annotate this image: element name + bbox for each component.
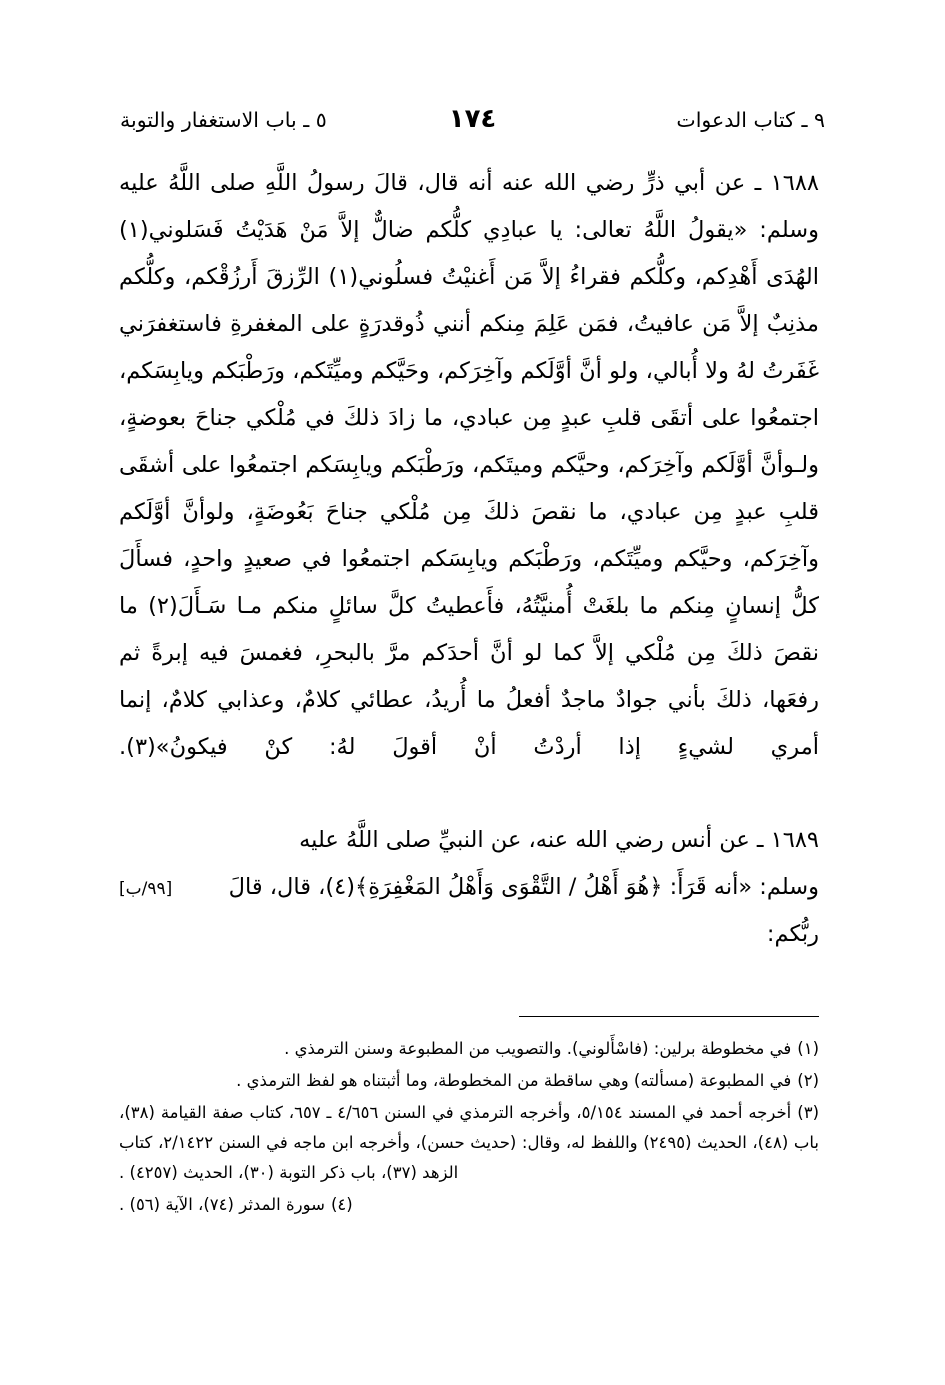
- hadith-1689-line-2: وسلم: «أنه قَرَأَ: ﴿هُوَ أَهْلُ / التَّقْوَى وَأَهْلُ المَغْفِرَةِ﴾(٤)، قال، قالَ ربُّكم:: [228, 874, 819, 947]
- footnote-3-marker: (٣): [797, 1103, 819, 1122]
- hadith-1689-line-1: ١٦٨٩ ـ عن أنس رضي الله عنه، عن النبيِّ صلى اللَّهُ عليه: [299, 827, 819, 853]
- footnote-1-text: في مخطوطة برلين: (فاسْأَلوني). والتصويب من المطبوعة وسنن الترمذي .: [284, 1039, 792, 1058]
- folio-marker: [٩٩/ب]: [119, 879, 173, 899]
- footnotes-block: [119, 1034, 819, 1222]
- page-header: [120, 104, 825, 134]
- footnote-1: [119, 1034, 819, 1064]
- header-chapter-right: ٩ ـ كتاب الدعوات: [676, 108, 825, 132]
- footnote-3: [119, 1098, 819, 1188]
- footnote-4-marker: (٤): [330, 1195, 353, 1214]
- footnote-1-marker: (١): [797, 1039, 819, 1058]
- header-section-left: ٥ ـ باب الاستغفار والتوبة: [120, 108, 327, 132]
- footnote-divider: [519, 1016, 819, 1017]
- footnote-3-text: أخرجه أحمد في المسند ٥/١٥٤، وأخرجه الترمذي في السنن ٤/٦٥٦ ـ ٦٥٧، كتاب صفة القيامة (٣٨)، باب (٤٨)، الحديث (٢٤٩٥) واللفظ له، وقال: (حديث حسن)، وأخرجه ابن ماجه في السنن ٢/١٤٢٢، كتاب الزهد (٣٧)، باب ذكر التوبة (٣٠)، الحديث (٤٢٥٧) .: [119, 1103, 819, 1182]
- page-number: ١٧٤: [448, 104, 497, 134]
- hadith-1689-line-2-row: [119, 864, 819, 958]
- hadith-1688: ١٦٨٨ ـ عن أبي ذرٍّ رضي الله عنه أنه قال، قالَ رسولُ اللَّهِ صلى اللَّهُ عليه وسلم: «يقولُ اللَّهُ تعالى: يا عبادِي كلُّكم ضالٌّ إلاَّ مَنْ هَدَيْتُ فَسَلوني(١) الهُدَى أَهْدِكم، وكلُّكم فقراءُ إلاَّ مَن أَغنيْتُ فسلُوني(١) الرِّزقَ أَرزُقْكم، وكلُّكم مذنِبٌ إلاَّ مَن عافيتُ، فمَن عَلِمَ مِنكم أنني ذُوقدرَةٍ على المغفرةِ فاستغفرَني غَفَرتُ لهُ ولا أُبالي، ولو أنَّ أوَّلَكم وآخِرَكم، وحَيَّكم وميِّتَكم، ورَطْبَكم ويابِسَكم، اجتمعُوا على أتقَى قلبِ عبدٍ مِن عبادي، ما زادَ ذلكَ في مُلْكي جناحَ بعوضةٍ، ولـوأنَّ أوَّلَكم وآخِرَكم، وحيَّكم وميتَكم، ورَطْبَكم ويابِسَكم اجتمعُوا على أشقَى قلبِ عبدٍ مِن عبادي، ما نقصَ ذلكَ مِن مُلْكي جناحَ بَعُوضَةٍ، ولوأنَّ أوَّلَكم وآخِرَكم، وحيَّكم وميِّتَكم، ورَطْبَكم ويابِسَكم اجتمعُوا في صعيدٍ واحدٍ، فسأَلَ كلُّ إنسانٍ مِنكم ما بلغَتْ أُمنيَّتُهُ، فأَعطيتُ كلَّ سائلٍ منكم مـا سَـأَلَ(٢) ما نقصَ ذلكَ مِن مُلْكي إلاَّ كما لو أنَّ أحدَكم مرَّ بالبحرِ، فغمسَ فيه إبرةً ثم رفعَها، ذلكَ بأني جوادٌ ماجدٌ أفعلُ ما أُريدُ، عطائي كلامٌ، وعذابي كلامٌ، إنما أمري لشيءٍ إذا أردْتُ أنْ أقولَ لهُ: كنْ فيكونُ»(٣).: [119, 170, 820, 760]
- footnote-4-text: سورة المدثر (٧٤)، الآية (٥٦) .: [119, 1195, 325, 1214]
- footnote-4: [119, 1190, 819, 1220]
- footnote-2-marker: (٢): [797, 1071, 819, 1090]
- footnote-2-text: في المطبوعة (مسألته) وهي ساقطة من المخطوطة، وما أثبتناه هو لفظ الترمذي .: [236, 1071, 792, 1090]
- footnote-2: [119, 1066, 819, 1096]
- page-body: [119, 160, 819, 958]
